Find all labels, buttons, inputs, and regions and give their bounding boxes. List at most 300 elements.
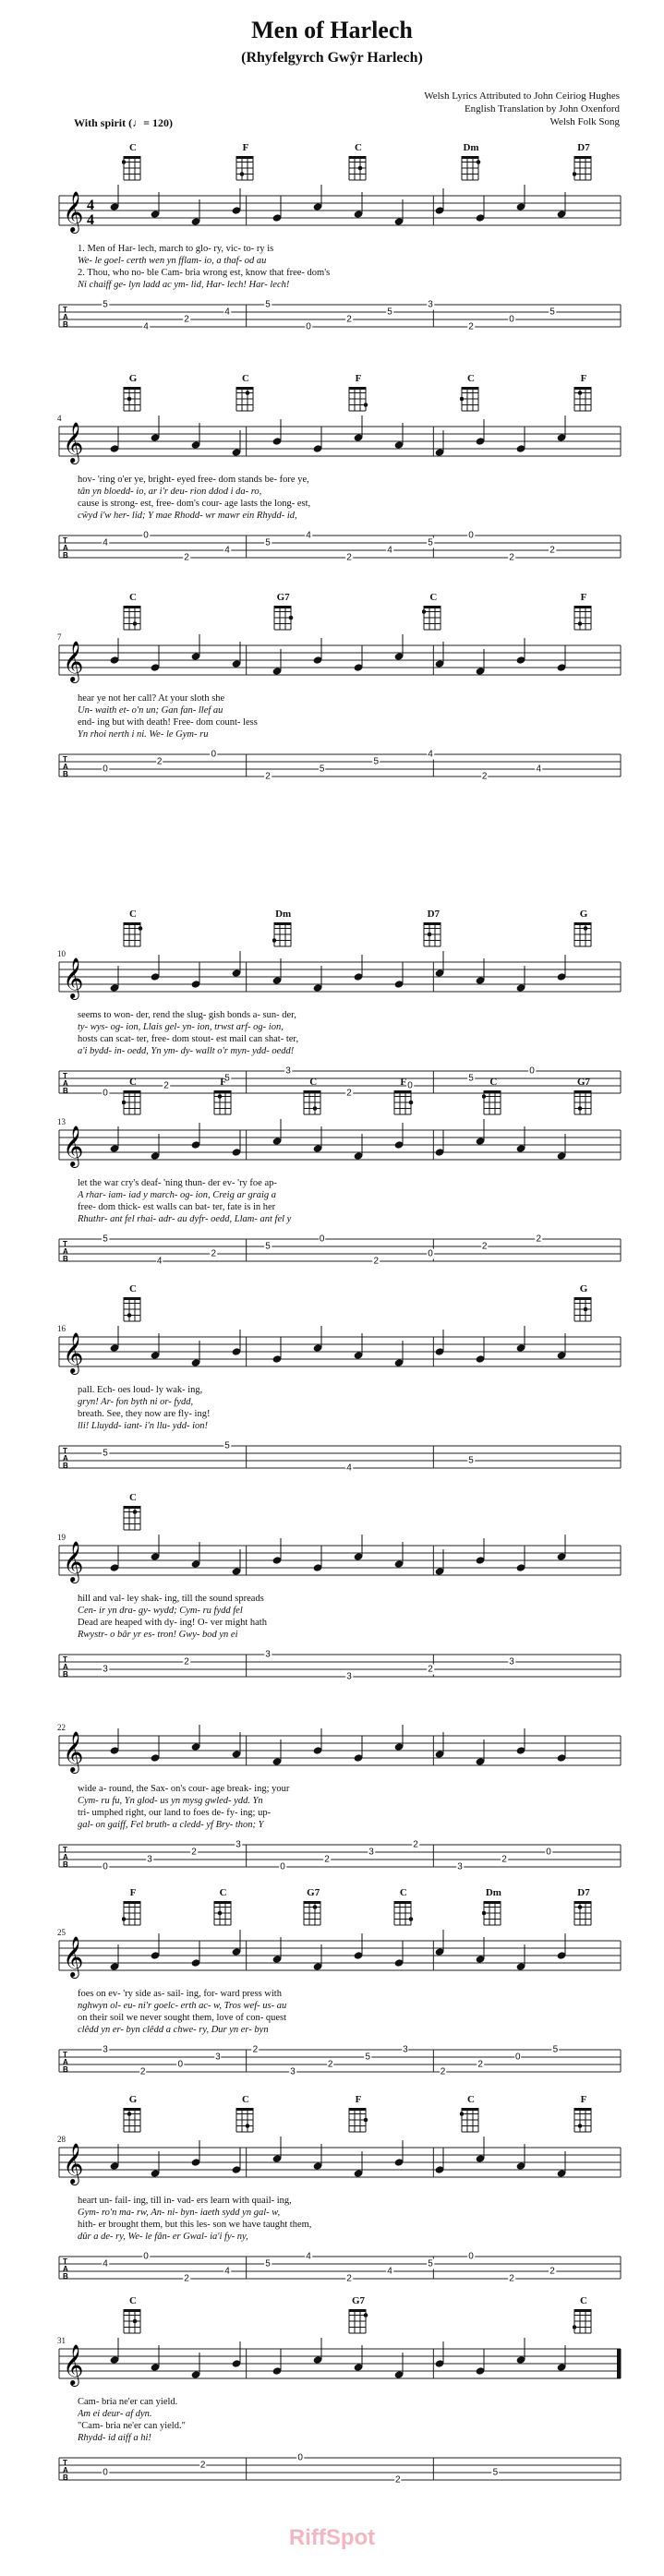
ukulele-chord-grid <box>272 604 295 632</box>
treble-clef-icon: 𝄞 <box>63 1731 84 1772</box>
chord-name: F <box>580 373 587 384</box>
lyric-line: lli! Lluydd- iant- i'n llu- ydd- ion! <box>78 1421 209 1431</box>
tab-number: 5 <box>265 2258 271 2269</box>
tab-number: 0 <box>297 2452 303 2463</box>
tab-number: 4 <box>346 1463 352 1474</box>
lyric-line: end- ing but with death! Free- dom count- less <box>78 717 258 728</box>
ukulele-chord-grid <box>460 2106 482 2134</box>
chord-name: C <box>467 373 475 384</box>
lyric-line: gal- on gaiff, Fel bruth- a cledd- yf Bry- thon; Y <box>78 1820 264 1830</box>
music-system <box>0 1487 664 1690</box>
tab-label: A <box>63 313 68 321</box>
tab-label: T <box>63 2257 67 2266</box>
chord-diagram <box>453 373 489 413</box>
treble-clef-icon: 𝄞 <box>63 1936 84 1977</box>
measure-number: 10 <box>57 949 66 958</box>
chord-diagram <box>115 2094 151 2134</box>
song-subtitle: (Rhyfelgyrch Gwŷr Harlech) <box>241 50 423 66</box>
tab-label: A <box>63 1663 68 1671</box>
lyrics-credit: Welsh Lyrics Attributed to John Ceiriog Hughes <box>424 90 620 102</box>
tab-number: 3 <box>103 2044 108 2055</box>
lyric-line: Cam- bria ne'er can yield. <box>78 2397 178 2407</box>
tab-number: 0 <box>319 1234 325 1245</box>
tab-number: 4 <box>306 530 311 541</box>
chord-diagram <box>565 373 602 413</box>
tab-label: B <box>63 2065 68 2074</box>
lyric-line: wide a- round, the Sax- on's cour- age break- ing; your <box>78 1784 290 1794</box>
lyric-line: Gym- ro'n ma- rw, An- ni- byn- iaeth sydd yn gal- w, <box>78 2208 281 2218</box>
chord-diagram <box>453 142 489 182</box>
chord-diagram <box>227 2094 264 2134</box>
tab-number: 2 <box>549 2266 555 2277</box>
ukulele-chord-grid <box>573 385 595 413</box>
riffspot-logo: RiffSpot <box>288 2525 376 2550</box>
tab-number: 2 <box>191 1847 197 1858</box>
tab-label: T <box>63 1655 67 1664</box>
chord-name: C <box>580 2295 587 2306</box>
tab-number: 2 <box>346 1088 352 1099</box>
chord-diagram <box>340 373 377 413</box>
tab-number: 5 <box>265 299 271 310</box>
chord-diagram <box>453 2094 489 2134</box>
tab-label: T <box>63 1072 67 1080</box>
measure-number: 13 <box>57 1117 66 1126</box>
tab-number: 5 <box>468 1073 474 1084</box>
tab-label: A <box>63 1247 68 1256</box>
lyric-line: Am ei deur- af dyn. <box>78 2409 152 2419</box>
lyric-line: hosts can scat- ter, free- dom stout- est mail can shat- ter, <box>78 1034 299 1044</box>
ukulele-chord-grid <box>122 2106 144 2134</box>
treble-clef-icon: 𝄞 <box>63 641 84 681</box>
tab-label: B <box>63 770 68 778</box>
lyric-line: ty- wys- og- ion, Llais gel- yn- ion, trwst arf- og- ion, <box>78 1022 284 1032</box>
tab-number: 2 <box>346 314 352 325</box>
tab-number: 2 <box>346 2273 352 2284</box>
ukulele-chord-grid <box>122 1295 144 1323</box>
lyric-line: breath. See, they now are fly- ing! <box>78 1409 211 1419</box>
tab-number: 3 <box>368 1847 374 1858</box>
chord-diagram <box>565 909 602 948</box>
tab-number: 2 <box>265 771 271 782</box>
ukulele-chord-grid <box>235 385 257 413</box>
tab-number: 0 <box>211 749 217 760</box>
chord-diagram <box>205 1077 242 1116</box>
chord-name: Dm <box>275 909 292 920</box>
treble-clef-icon: 𝄞 <box>63 191 84 232</box>
ukulele-chord-grid <box>272 921 295 948</box>
chord-diagram <box>565 142 602 182</box>
ukulele-chord-grid <box>347 154 369 182</box>
chord-diagram <box>565 1077 602 1116</box>
chord-name: C <box>399 1887 407 1898</box>
chord-name: F <box>242 142 249 153</box>
tab-label: A <box>63 2466 68 2474</box>
chord-name: F <box>129 1887 137 1898</box>
tab-label: T <box>63 536 67 545</box>
tab-label: B <box>63 551 68 560</box>
tab-number: 5 <box>492 2467 499 2478</box>
chord-name: C <box>219 1887 227 1898</box>
chord-name: C <box>309 1077 318 1088</box>
chord-diagram <box>415 592 452 632</box>
chord-diagram <box>115 909 151 948</box>
tab-number: 4 <box>387 2266 392 2277</box>
tab-label: T <box>63 1240 67 1248</box>
tab-number: 5 <box>549 307 555 318</box>
tab-label: T <box>63 306 67 314</box>
chord-name: Dm <box>485 1887 501 1898</box>
tab-number: 2 <box>324 1854 330 1865</box>
tab-number: 3 <box>215 2052 221 2063</box>
tab-number: 5 <box>387 307 392 318</box>
tab-number: 0 <box>529 1065 535 1077</box>
lyric-line: Rhydd- id aiff a hi! <box>78 2433 151 2443</box>
tab-number: 3 <box>285 1065 291 1077</box>
tab-number: 5 <box>265 1241 271 1252</box>
tab-label: B <box>63 1255 68 1263</box>
chord-name: F <box>580 2094 587 2105</box>
tab-label: A <box>63 1853 68 1861</box>
tab-label: A <box>63 2058 68 2066</box>
lyric-line: let the war cry's deaf- 'ning thun- der ev- 'ry foe ap- <box>78 1178 277 1188</box>
time-signature: 4 <box>87 212 94 228</box>
tab-number: 5 <box>373 756 380 767</box>
tab-number: 2 <box>139 2066 146 2077</box>
chord-diagram <box>340 2094 377 2134</box>
tab-number: 5 <box>365 2052 371 2063</box>
tab-number: 4 <box>143 321 149 332</box>
chord-diagram <box>385 1077 422 1116</box>
tab-number: 2 <box>481 771 488 782</box>
tab-number: 5 <box>319 764 325 775</box>
measure-number: 16 <box>57 1324 66 1333</box>
lyric-line: Cen- ir yn dra- gy- wydd; Cym- ru fydd fel <box>78 1606 243 1616</box>
tab-number: 3 <box>346 1671 352 1682</box>
measure-number: 28 <box>57 2135 66 2144</box>
ukulele-chord-grid <box>573 2106 595 2134</box>
tab-label: B <box>63 1462 68 1470</box>
tab-label: B <box>63 2474 68 2482</box>
tab-number: 0 <box>103 1861 108 1872</box>
tab-label: B <box>63 1860 68 1869</box>
chord-diagram <box>565 1283 602 1323</box>
lyric-line: Yn rhoi nerth i ni. We- le Gym- ru <box>78 729 209 740</box>
lyric-line: clêdd yn er- byn clêdd a chwe- ry, Dur yn er- byn <box>78 2025 269 2035</box>
chord-name: C <box>129 909 137 920</box>
tab-number: 2 <box>549 545 555 556</box>
treble-clef-icon: 𝄞 <box>63 422 84 463</box>
tab-label: T <box>63 2051 67 2059</box>
tab-number: 2 <box>413 1839 418 1850</box>
chord-diagram <box>295 1077 332 1116</box>
tab-number: 0 <box>103 764 108 775</box>
chord-diagram <box>565 2094 602 2134</box>
chord-diagram <box>565 1887 602 1927</box>
ukulele-chord-grid <box>392 1899 415 1927</box>
tab-number: 2 <box>477 2059 483 2070</box>
tab-label: T <box>63 1846 67 1854</box>
music-system <box>0 1677 664 1880</box>
chord-name: C <box>129 1492 137 1503</box>
lyric-line: nghwyn ol- eu- ni'r goelc- erth ac- w, Tros wef- us- au <box>78 2001 287 2011</box>
ukulele-chord-grid <box>482 1899 504 1927</box>
ukulele-chord-grid <box>460 385 482 413</box>
ukulele-chord-grid <box>122 1504 144 1532</box>
chord-name: C <box>429 592 438 603</box>
ukulele-chord-grid <box>573 2307 595 2335</box>
tab-number: 3 <box>235 1839 241 1850</box>
tab-number: 2 <box>481 1241 488 1252</box>
ukulele-chord-grid <box>122 1899 144 1927</box>
lyric-line: We- le goel- certh wen yn fflam- io, a thaf- od au <box>78 256 267 266</box>
tab-number: 3 <box>403 2044 408 2055</box>
tab-number: 0 <box>103 1088 108 1099</box>
tab-label: B <box>63 2272 68 2281</box>
chord-name: Dm <box>463 142 479 153</box>
tab-number: 2 <box>428 1664 433 1675</box>
ukulele-chord-grid <box>302 1089 324 1116</box>
tab-number: 0 <box>407 1080 413 1091</box>
tab-label: B <box>63 1087 68 1095</box>
tab-label: T <box>63 2459 67 2467</box>
lyric-line: Rwystr- o bâr yr es- tron! Gwy- bod yn ei <box>78 1630 238 1640</box>
chord-name: G7 <box>276 592 290 603</box>
tab-label: A <box>63 1454 68 1463</box>
tempo-marking: With spirit (♩= 120) <box>74 116 173 129</box>
lyric-line: dûr a de- ry, We- le fân- er Gwal- ia'i fy- ny, <box>78 2232 248 2242</box>
lyric-line: cause is strong- est, free- dom's cour- age lasts the long- est, <box>78 499 311 509</box>
tab-number: 4 <box>428 749 433 760</box>
ukulele-chord-grid <box>347 2307 369 2335</box>
chord-diagram <box>415 909 452 948</box>
lyric-line: Rhuthr- ant fel rhai- adr- au dyfr- oedd, Llam- ant fel y <box>78 1214 292 1224</box>
song-title: Men of Harlech <box>251 17 413 43</box>
chord-name: G7 <box>307 1887 320 1898</box>
chord-name: C <box>467 2094 475 2105</box>
chord-diagram <box>227 142 264 182</box>
tab-number: 0 <box>280 1861 285 1872</box>
chord-name: C <box>242 2094 249 2105</box>
lyric-line: cŵyd i'w her- lid; Y mae Rhodd- wr mawr ein Rhydd- id, <box>78 511 297 521</box>
lyric-line: Cym- ru fu, Yn glod- us yn mysg gwled- ydd. Yn <box>78 1796 263 1806</box>
ukulele-chord-grid <box>482 1089 504 1116</box>
tab-label: B <box>63 320 68 329</box>
tab-number: 5 <box>103 1234 108 1245</box>
tab-number: 0 <box>428 1248 433 1259</box>
tab-number: 2 <box>346 552 352 563</box>
tab-number: 3 <box>457 1861 463 1872</box>
chord-diagram <box>475 1077 512 1116</box>
chord-name: C <box>129 142 137 153</box>
tab-number: 3 <box>428 299 433 310</box>
tab-number: 5 <box>552 2044 559 2055</box>
tab-number: 3 <box>290 2066 296 2077</box>
chord-name: G <box>579 909 588 920</box>
ukulele-chord-grid <box>347 2106 369 2134</box>
composer-credit: Welsh Folk Song <box>549 116 620 127</box>
chord-diagram <box>340 142 377 182</box>
tab-number: 5 <box>224 1073 230 1084</box>
tab-label: A <box>63 1079 68 1088</box>
ukulele-chord-grid <box>573 1899 595 1927</box>
tab-number: 4 <box>224 2266 230 2277</box>
chord-diagram <box>565 592 602 632</box>
tab-number: 5 <box>103 299 108 310</box>
chord-diagram <box>265 909 302 948</box>
tab-number: 2 <box>395 2474 401 2486</box>
tab-number: 2 <box>199 2460 206 2471</box>
tab-label: T <box>63 1447 67 1455</box>
chord-diagram <box>115 373 151 413</box>
chord-name: F <box>580 592 587 603</box>
ukulele-chord-grid <box>573 1295 595 1323</box>
lyric-line: Un- waith et- o'n un; Gan fan- llef au <box>78 705 223 716</box>
chord-name: F <box>355 373 362 384</box>
ukulele-chord-grid <box>122 921 144 948</box>
chord-diagram <box>295 1887 332 1927</box>
treble-clef-icon: 𝄞 <box>63 2344 84 2385</box>
ukulele-chord-grid <box>122 154 144 182</box>
tab-number: 2 <box>184 552 189 563</box>
chord-name: F <box>355 2094 362 2105</box>
chord-name: C <box>129 1077 137 1088</box>
ukulele-chord-grid <box>573 154 595 182</box>
chord-diagram <box>475 1887 512 1927</box>
ukulele-chord-grid <box>235 2106 257 2134</box>
ukulele-chord-grid <box>212 1089 235 1116</box>
tab-number: 4 <box>536 764 542 775</box>
tab-number: 2 <box>156 756 163 767</box>
lyric-line: foes on ev- 'ry side as- sail- ing, for- ward press with <box>78 1989 282 1999</box>
tab-number: 5 <box>265 537 271 548</box>
chord-diagram <box>115 1887 151 1927</box>
lyric-line: a'i bydd- in- oedd, Yn ym- dy- wallt o'r myn- ydd- oedd! <box>78 1046 295 1056</box>
tab-number: 0 <box>143 530 149 541</box>
chord-name: D7 <box>427 909 441 920</box>
ukulele-chord-grid <box>122 2307 144 2335</box>
tab-number: 4 <box>156 1256 163 1267</box>
lyric-line: hov- 'ring o'er ye, bright- eyed free- dom stands be- fore ye, <box>78 475 309 485</box>
tab-label: T <box>63 755 67 764</box>
chord-diagram <box>115 142 151 182</box>
tab-number: 2 <box>501 1854 507 1865</box>
tab-number: 3 <box>265 1649 271 1660</box>
chord-name: C <box>489 1077 498 1088</box>
measure-number: 25 <box>57 1928 66 1937</box>
measure-number: 4 <box>57 414 62 423</box>
tab-number: 2 <box>184 2273 189 2284</box>
lyric-line: hill and val- ley shak- ing, till the sound spreads <box>78 1594 264 1604</box>
tab-number: 2 <box>509 552 514 563</box>
ukulele-chord-grid <box>302 1899 324 1927</box>
ukulele-chord-grid <box>422 921 444 948</box>
lyric-line: A rhar- iam- iad y march- og- ion, Creig ar graig a <box>78 1190 277 1200</box>
chord-name: G7 <box>351 2295 366 2306</box>
ukulele-chord-grid <box>573 1089 595 1116</box>
ukulele-chord-grid <box>573 604 595 632</box>
tab-number: 2 <box>163 1080 169 1091</box>
tab-number: 4 <box>103 2258 108 2269</box>
tab-number: 0 <box>468 530 474 541</box>
lyric-line: seems to won- der, rend the slug- gish bonds a- sun- der, <box>78 1010 296 1020</box>
tab-number: 0 <box>546 1847 551 1858</box>
ukulele-chord-grid <box>122 604 144 632</box>
lyric-line: 2. Thou, who no- ble Cam- bria wrong est, know that free- dom's <box>78 268 331 278</box>
tab-number: 2 <box>327 2059 333 2070</box>
translation-credit: English Translation by John Oxenford <box>464 103 620 114</box>
chord-name: C <box>129 1283 137 1294</box>
treble-clef-icon: 𝄞 <box>63 2143 84 2184</box>
tab-number: 2 <box>184 1656 189 1667</box>
ukulele-chord-grid <box>573 921 595 948</box>
chord-diagram <box>115 592 151 632</box>
measure-number: 7 <box>57 632 62 642</box>
chord-diagram <box>115 2295 151 2335</box>
treble-clef-icon: 𝄞 <box>63 1541 84 1582</box>
chord-name: F <box>220 1077 226 1088</box>
lyric-line: gryn! Ar- fon byth ni or- fydd, <box>78 1397 194 1407</box>
tab-label: A <box>63 2265 68 2273</box>
tab-number: 0 <box>468 2251 474 2262</box>
tab-number: 2 <box>468 321 474 332</box>
chord-diagram <box>115 1077 151 1116</box>
chord-name: G <box>128 373 138 384</box>
tab-number: 5 <box>468 1455 474 1466</box>
chord-diagram <box>115 1492 151 1532</box>
treble-clef-icon: 𝄞 <box>63 1332 84 1373</box>
measure-number: 22 <box>57 1723 66 1732</box>
ukulele-chord-grid <box>392 1089 415 1116</box>
time-signature: 4 <box>87 198 94 213</box>
chord-diagram <box>565 2295 602 2335</box>
ukulele-chord-grid <box>212 1899 235 1927</box>
lyric-line: pall. Ech- oes loud- ly wak- ing, <box>78 1385 203 1395</box>
chord-name: F <box>400 1077 407 1088</box>
ukulele-chord-grid <box>460 154 482 182</box>
chord-diagram <box>227 373 264 413</box>
measure-number: 31 <box>57 2336 66 2345</box>
tab-number: 4 <box>103 537 108 548</box>
tab-number: 3 <box>147 1854 152 1865</box>
tab-number: 2 <box>536 1234 542 1245</box>
final-barline <box>617 2349 621 2378</box>
lyric-line: tân yn bloedd- io, ar i'r deu- rion ddod i da- ro, <box>78 487 262 497</box>
lyric-line: Dead are heaped with dy- ing! O- ver might hath <box>78 1618 267 1628</box>
chord-name: C <box>242 373 249 384</box>
tab-number: 2 <box>509 2273 514 2284</box>
lyric-line: "Cam- bria ne'er can yield." <box>78 2421 186 2431</box>
tab-number: 0 <box>306 321 311 332</box>
lyric-line: free- dom thick- est walls can bat- ter, fate is in her <box>78 1202 276 1212</box>
tab-number: 2 <box>373 1256 380 1267</box>
lyric-line: hith- er brought them, but this les- son we have taught them, <box>78 2220 312 2230</box>
tab-label: A <box>63 544 68 552</box>
tab-number: 0 <box>143 2251 149 2262</box>
tab-number: 2 <box>184 314 189 325</box>
ukulele-chord-grid <box>122 385 144 413</box>
tab-number: 0 <box>514 2052 521 2063</box>
treble-clef-icon: 𝄞 <box>63 957 84 998</box>
tab-number: 5 <box>428 537 433 548</box>
tab-label: B <box>63 1670 68 1679</box>
chord-diagram <box>115 1283 151 1323</box>
chord-diagram <box>265 592 302 632</box>
tab-number: 5 <box>428 2258 433 2269</box>
tab-number: 4 <box>387 545 392 556</box>
lyric-line: hear ye not her call? At your sloth she <box>78 693 225 704</box>
lyric-line: on their soil we never sought them, love of con- quest <box>78 2013 286 2023</box>
tab-number: 3 <box>509 1656 514 1667</box>
